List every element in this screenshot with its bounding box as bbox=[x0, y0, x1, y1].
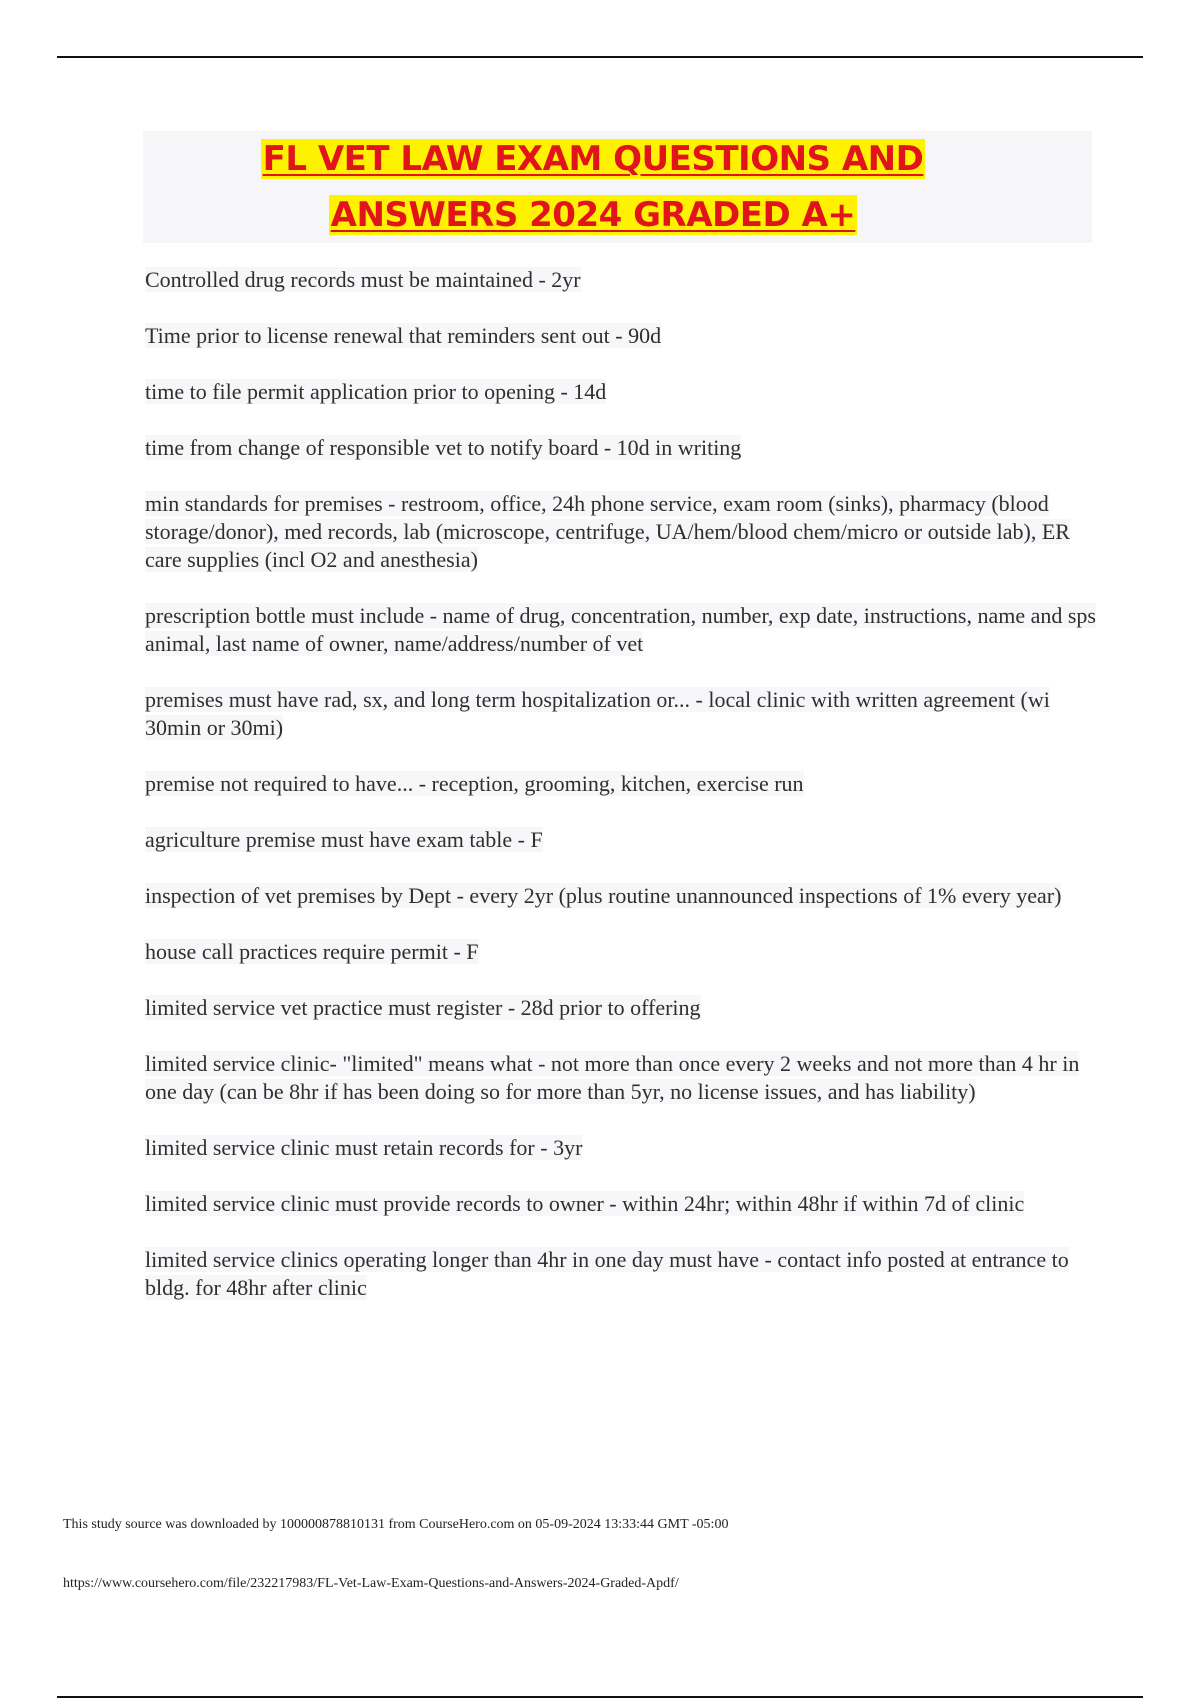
qa-text: premises must have rad, sx, and long term hospitalization or... - local clinic with written agreement (wi 30min or 30mi) bbox=[145, 687, 1050, 740]
qa-list bbox=[145, 266, 1105, 1330]
qa-text: limited service clinic- "limited" means what - not more than once every 2 weeks and not more than 4 hr in one day (can be 8hr if has been doing so for more than 5yr, no license issues, and has liability) bbox=[145, 1051, 1080, 1104]
qa-text: inspection of vet premises by Dept - every 2yr (plus routine unannounced inspections of 1% every year) bbox=[145, 883, 1062, 908]
qa-item bbox=[145, 1190, 1105, 1218]
qa-item bbox=[145, 378, 1105, 406]
qa-item bbox=[145, 994, 1105, 1022]
qa-item bbox=[145, 770, 1105, 798]
qa-text: limited service clinic must retain records for - 3yr bbox=[145, 1135, 583, 1160]
qa-text: Controlled drug records must be maintained - 2yr bbox=[145, 267, 581, 292]
qa-text: limited service vet practice must register - 28d prior to offering bbox=[145, 995, 701, 1020]
top-rule bbox=[57, 56, 1143, 58]
qa-text: agriculture premise must have exam table - F bbox=[145, 827, 543, 852]
qa-text: time from change of responsible vet to notify board - 10d in writing bbox=[145, 435, 742, 460]
bottom-rule bbox=[57, 1696, 1143, 1698]
qa-item bbox=[145, 1246, 1105, 1302]
qa-text: house call practices require permit - F bbox=[145, 939, 479, 964]
qa-text: premise not required to have... - reception, grooming, kitchen, exercise run bbox=[145, 771, 804, 796]
qa-item bbox=[145, 490, 1105, 574]
download-source-note: This study source was downloaded by 100000878810131 from CourseHero.com on 05-09-2024 13:33:44 GMT -05:00 bbox=[63, 1517, 729, 1532]
source-url[interactable]: https://www.coursehero.com/file/232217983/FL-Vet-Law-Exam-Questions-and-Answers-2024-Graded-Apdf/ bbox=[63, 1576, 679, 1591]
qa-item bbox=[145, 882, 1105, 910]
title-line-2: ANSWERS 2024 GRADED A+ bbox=[330, 195, 856, 235]
title-line-1: FL VET LAW EXAM QUESTIONS AND bbox=[262, 139, 924, 179]
qa-item bbox=[145, 434, 1105, 462]
qa-item bbox=[145, 686, 1105, 742]
qa-item bbox=[145, 266, 1105, 294]
qa-text: limited service clinic must provide records to owner - within 24hr; within 48hr if within 7d of clinic bbox=[145, 1191, 1025, 1216]
qa-item bbox=[145, 602, 1105, 658]
qa-item bbox=[145, 1134, 1105, 1162]
qa-text: limited service clinics operating longer than 4hr in one day must have - contact info posted at entrance to bldg. for 48hr after clinic bbox=[145, 1247, 1069, 1300]
qa-item bbox=[145, 322, 1105, 350]
qa-text: time to file permit application prior to opening - 14d bbox=[145, 379, 607, 404]
qa-item bbox=[145, 1050, 1105, 1106]
qa-text: prescription bottle must include - name of drug, concentration, number, exp date, instructions, name and sps animal, last name of owner, name/address/number of vet bbox=[145, 603, 1096, 656]
qa-text: min standards for premises - restroom, office, 24h phone service, exam room (sinks), pharmacy (blood storage/donor), med records, lab (microscope, centrifuge, UA/hem/blood chem/micro or outside lab), ER care supplies (incl O2 and anesthesia) bbox=[145, 491, 1070, 572]
qa-text: Time prior to license renewal that reminders sent out - 90d bbox=[145, 323, 662, 348]
qa-item bbox=[145, 938, 1105, 966]
qa-item bbox=[145, 826, 1105, 854]
document-title bbox=[143, 131, 1043, 243]
